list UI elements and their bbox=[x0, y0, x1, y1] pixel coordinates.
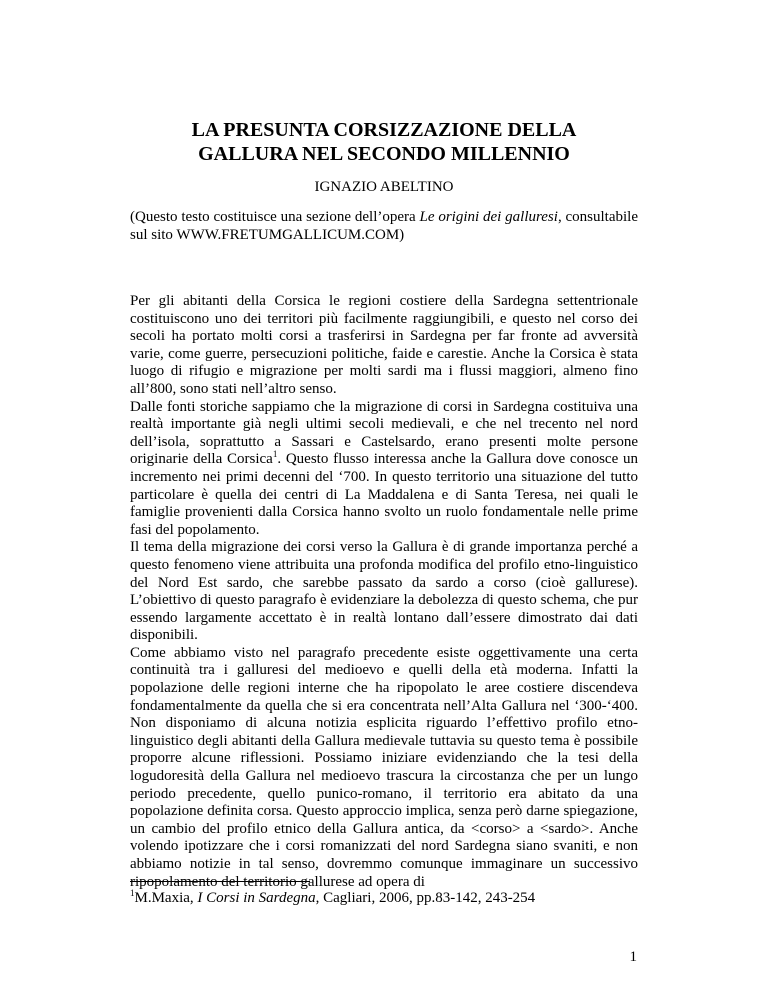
intro-text-before: (Questo testo costituisce una sezione dell’opera bbox=[130, 209, 420, 225]
title-line-2: GALLURA NEL SECONDO MILLENNIO bbox=[198, 143, 570, 165]
footnote-text-after: , Cagliari, 2006, pp.83-142, 243-254 bbox=[315, 890, 536, 906]
footnote-reference: 1 bbox=[272, 449, 278, 460]
footnote-work-title: I Corsi in Sardegna bbox=[197, 890, 316, 906]
intro-text-after: , consultabile sul sito WWW.FRETUMGALLICUM.COM) bbox=[130, 209, 638, 243]
footnote-number: 1 bbox=[130, 888, 135, 898]
document-title bbox=[130, 118, 638, 166]
footnote-separator bbox=[130, 881, 310, 882]
paragraph-1: Per gli abitanti della Corsica le regioni costiere della Sardegna settentrionale costituiscono uno dei territori più facilmente raggiungibili, e questo nel corso dei secoli ha portato molti corsi a trasferirsi in Sardegna per far fronte ad avversità varie, come guerre, persecuzioni politiche, faide e carestie. Anche la Corsica è stata luogo di rifugio e migrazione per molti sardi ma i flussi maggiori, almeno fino all’800, sono stati nell’altro senso. bbox=[130, 293, 638, 397]
body-text bbox=[130, 293, 638, 891]
paragraph-2-text-after: . Questo flusso interessa anche la Gallura dove conosce un incremento nei primi decenni del ‘700. In questo territorio una situazione del tutto particolare è quella dei centri di La Maddalena e di Santa Teresa, nei quali le famiglie provenienti dalla Corsica hanno svolto un ruolo fondamentale nelle prime fasi del popolamento. bbox=[130, 451, 638, 538]
paragraph-2 bbox=[130, 399, 638, 540]
page-number: 1 bbox=[629, 949, 637, 965]
author-name: IGNAZIO ABELTINO bbox=[314, 179, 454, 195]
intro-note bbox=[130, 208, 638, 244]
title-line-1: LA PRESUNTA CORSIZZAZIONE DELLA bbox=[191, 119, 577, 141]
footnote-text-before: M.Maxia, bbox=[134, 890, 198, 906]
paragraph-2-text-before: Dalle fonti storiche sappiamo che la migrazione di corsi in Sardegna costituiva una realtà importante già negli ultimi secoli medievali, e che nel trecento nel nord dell’isola, soprattutto a Sassari e Castelsardo, erano presenti molte persone originarie della Corsica bbox=[130, 398, 638, 468]
footnote bbox=[130, 889, 650, 907]
paragraph-4: Come abbiamo visto nel paragrafo precedente esiste oggettivamente una certa continuità tra i galluresi del medioevo e quelli della età moderna. Infatti la popolazione delle regioni interne che ha ripopolato le aree costiere discendeva fondamentalmente da quella che si era concentrata nell’Alta Gallura nel ‘300-‘400. Non disponiamo di alcuna notizia esplicita riguardo l’effettivo profilo etno-linguistico degli abitanti della Gallura medievale tuttavia su questo tema è possibile proporre alcune riflessioni. Possiamo iniziare evidenziando che la tesi della logudoresità della Gallura nel medioevo trascura la circostanza che per un lungo periodo precedente, quello punico-romano, il territorio era abitato da una popolazione definita corsa. Questo approccio implica, senza però darne spiegazione, un cambio del profilo etnico della Gallura antica, da <corso> a <sardo>. Anche volendo ipotizzare che i corsi romanizzati del nord Sardegna siano svaniti, e non abbiamo notizie in tal senso, dovremmo comunque immaginare un successivo ripopolamento del territorio gallurese ad opera di bbox=[130, 644, 638, 890]
paragraph-3: Il tema della migrazione dei corsi verso la Gallura è di grande importanza perché a questo fenomeno viene attribuita una profonda modifica del profilo etno-linguistico del Nord Est sardo, che sarebbe passato da sardo a corso (cioè gallurese). L’obiettivo di questo paragrafo è evidenziare la debolezza di questo schema, che pur essendo largamente accettato è in realtà lontano dall’essere dimostrato dai dati disponibili. bbox=[130, 539, 638, 644]
intro-work-title: Le origini dei galluresi bbox=[419, 209, 558, 225]
